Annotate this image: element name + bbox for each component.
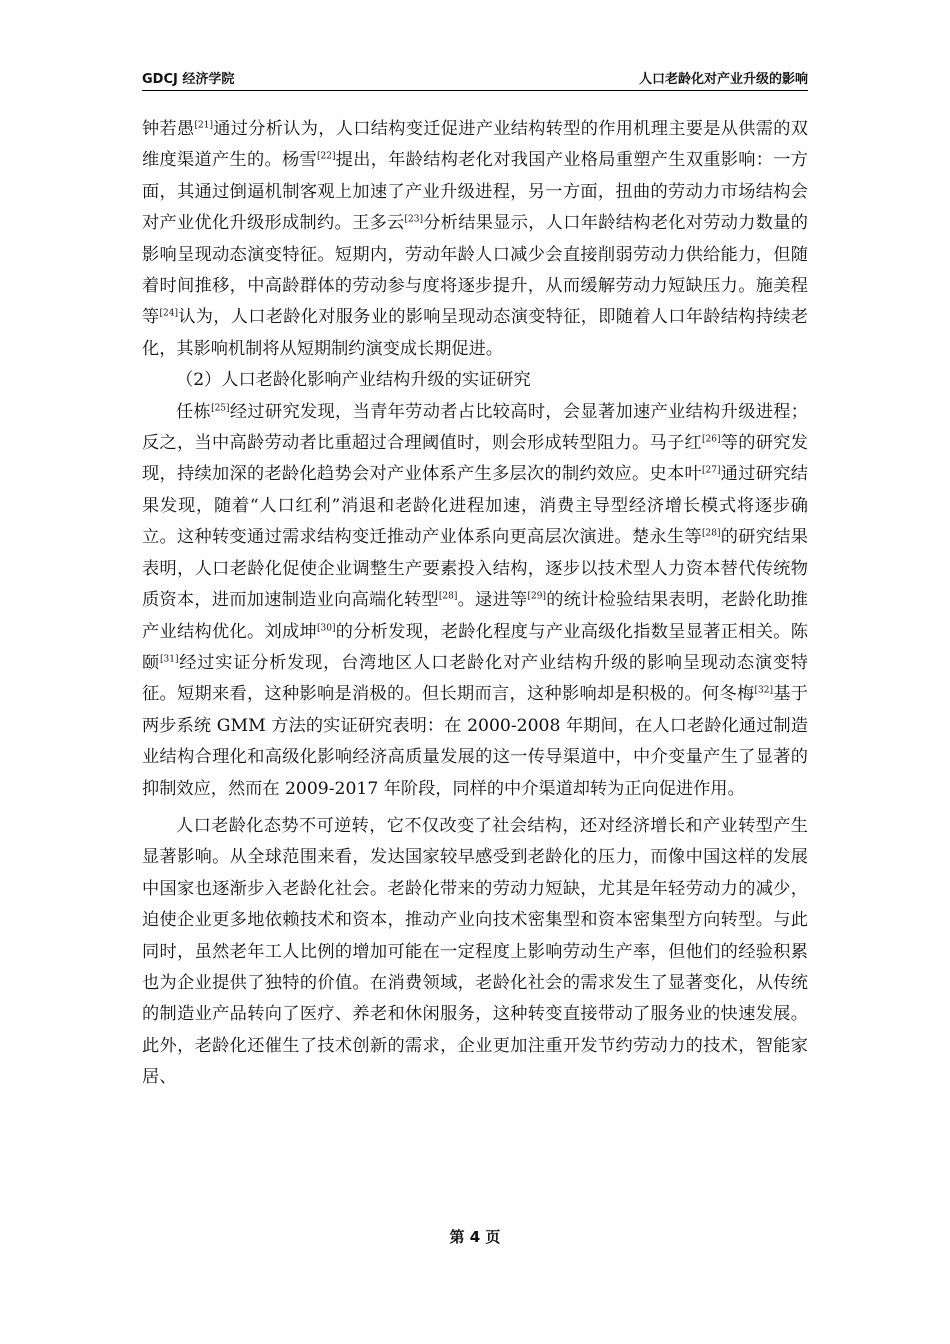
citation-31: [31] <box>160 654 179 665</box>
citation-32: [32] <box>754 685 773 696</box>
citation-21: [21] <box>194 120 213 131</box>
paragraph-1: 钟若愚[21]通过分析认为，人口结构变迁促进产业结构转型的作用机理主要是从供需的双维度渠道产生的。杨雪[22]提出，年龄结构老化对我国产业格局重塑产生双重影响：一方面，其通过倒逼机制客观上加速了产业升级进程，另一方面，扭曲的劳动力市场结构会对产业优化升级形成制约。王多云[23]分析结果显示，人口年龄结构老化对劳动力数量的影响呈现动态演变特征。短期内，劳动年龄人口减少会直接削弱劳动力供给能力，但随着时间推移，中高龄群体的劳动参与度将逐步提升，从而缓解劳动力短缺压力。施美程等[24]认为，人口老龄化对服务业的影响呈现动态演变特征，即随着人口年龄结构持续老化，其影响机制将从短期制约演变成长期促进。 <box>142 119 808 359</box>
page-number: 第 4 页 <box>449 1228 501 1246</box>
citation-30: [30] <box>317 622 336 633</box>
citation-25: [25] <box>211 402 230 413</box>
header-school: GDCJ 经济学院 <box>142 72 235 87</box>
page-header <box>142 66 808 91</box>
paragraph-2: 任栋[25]经过研究发现，当青年劳动者占比较高时，会显著加速产业结构升级进程；反之，当中高龄劳动者比重超过合理阈值时，则会形成转型阻力。马子红[26]等的研究发现，持续加深的老龄化趋势会对产业体系产生多层次的制约效应。史本叶[27]通过研究结果发现，随着“人口红利”消退和老龄化进程加速，消费主导型经济增长模式将逐步确立。这种转变通过需求结构变迁推动产业体系向更高层次演进。楚永生等[28]的研究结果表明，人口老龄化促使企业调整生产要素投入结构，逐步以技术型人力资本替代传统物质资本，进而加速制造业向高端化转型[28]。逯进等[29]的统计检验结果表明，老龄化助推产业结构优化。刘成坤[30]的分析发现，老龄化程度与产业高级化指数呈显著正相关。陈颐[31]经过实证分析发现，台湾地区人口老龄化对产业结构升级的影响呈现动态演变特征。短期来看，这种影响是消极的。但长期而言，这种影响却是积极的。何冬梅[32]基于两步系统 GMM 方法的实证研究表明：在 2000-2008 年期间，在人口老龄化通过制造业结构合理化和高级化影响经济高质量发展的这一传导渠道中，中介变量产生了显著的抑制效应，然而在 2009-2017 年阶段，同样的中介渠道却转为正向促进作用。 <box>142 401 808 799</box>
citation-24: [24] <box>159 308 178 319</box>
citation-26: [26] <box>702 434 721 445</box>
header-title: 人口老龄化对产业升级的影响 <box>638 72 808 87</box>
section-heading: （2）人口老龄化影响产业结构升级的实证研究 <box>176 370 531 391</box>
citation-28b: [28] <box>438 591 458 602</box>
citation-22: [22] <box>317 151 336 162</box>
paragraph-3: 人口老龄化态势不可逆转，它不仅改变了社会结构，还对经济增长和产业转型产生显著影响。从全球范围来看，发达国家较早感受到老龄化的压力，而像中国这样的发展中国家也逐渐步入老龄化社会。老龄化带来的劳动力短缺，尤其是年轻劳动力的减少，迫使企业更多地依赖技术和资本，推动产业向技术密集型和资本密集型方向转型。与此同时，虽然老年工人比例的增加可能在一定程度上影响劳动生产率，但他们的经验积累也为企业提供了独特的价值。在消费领域，老龄化社会的需求发生了显著变化，从传统的制造业产品转向了医疗、养老和休闲服务，这种转变直接带动了服务业的快速发展。此外，老龄化还催生了技术创新的需求，企业更加注重开发节约劳动力的技术，智能家居、 <box>142 815 808 1088</box>
document-body <box>142 114 808 1094</box>
citation-29: [29] <box>527 591 547 602</box>
citation-28: [28] <box>702 528 721 539</box>
citation-23: [23] <box>404 214 423 225</box>
citation-27: [27] <box>702 465 721 476</box>
